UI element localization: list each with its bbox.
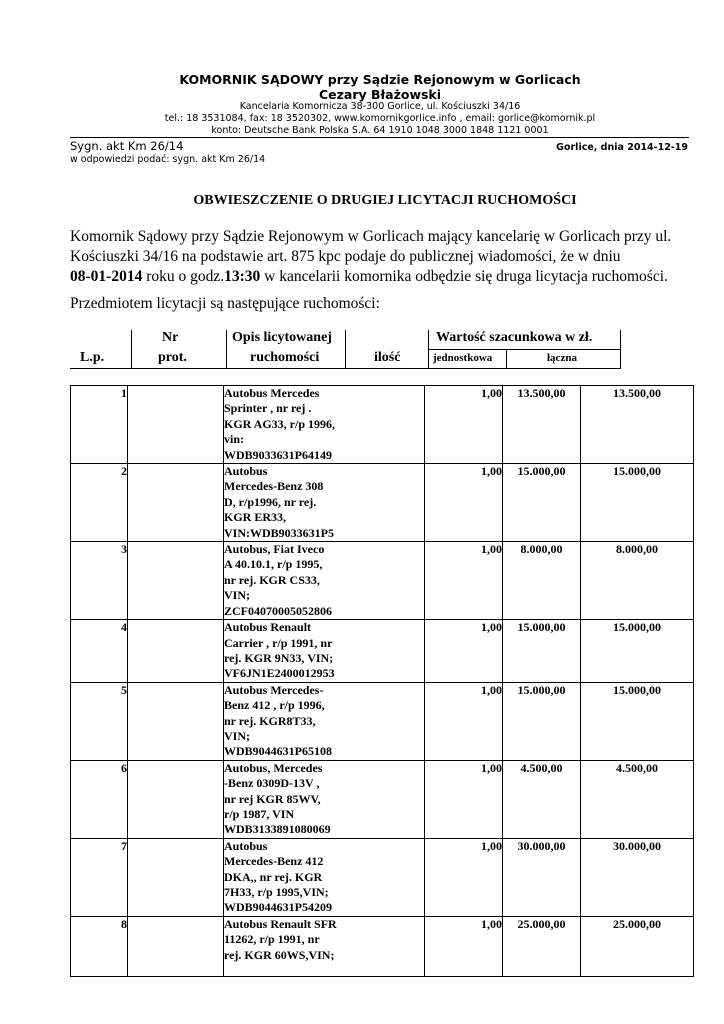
cell-lp: 4 — [71, 620, 128, 683]
col-wartosc: Wartość szacunkowa w zł. — [436, 330, 593, 345]
cell-opis — [224, 838, 425, 916]
opis-line: WDB9033631P64149 — [224, 447, 332, 462]
opis-line: D, r/p1996, nr rej. — [224, 494, 317, 509]
cell-wartosc-jednostkowa: 15.000,00 — [503, 682, 581, 760]
opis-line: KGR ER33, — [224, 510, 287, 525]
opis-line: Autobus Renault — [224, 620, 312, 635]
announcement-paragraph — [70, 227, 690, 287]
cell-wartosc-jednostkowa: 8.000,00 — [503, 542, 581, 620]
cell-opis — [224, 464, 425, 542]
auction-date: 08-01-2014 — [70, 268, 143, 285]
bailiff-name: Cezary Błażowski — [318, 87, 442, 102]
opis-line: Carrier , r/p 1991, nr — [224, 635, 333, 650]
opis-line: Autobus Mercedes- — [224, 682, 324, 697]
opis-line: Mercedes-Benz 412 — [224, 854, 324, 869]
opis-line: nr rej. KGR8T33, — [224, 713, 316, 728]
auction-time: 13:30 — [224, 268, 261, 285]
cell-opis — [224, 620, 425, 683]
opis-line: DKA,, nr rej. KGR — [224, 869, 323, 884]
cell-wartosc-laczna: 15.000,00 — [581, 620, 694, 683]
opis-line: -Benz 0309D-13V , — [224, 776, 320, 791]
cell-ilosc: 1,00 — [425, 464, 503, 542]
opis-line: Autobus — [224, 838, 268, 853]
paragraph-text-mid-2: w kancelarii komornika odbędzie się druga licytacja ruchomości. — [260, 268, 668, 285]
items-table — [70, 385, 694, 977]
document-title: OBWIESZCZENIE O DRUGIEJ LICYTACJI RUCHOMOŚCI — [193, 193, 577, 208]
reply-reference: w odpowiedzi podać: sygn. akt Km 26/14 — [70, 154, 266, 165]
opis-line: vin: — [224, 432, 245, 447]
cell-opis — [224, 542, 425, 620]
cell-opis — [224, 682, 425, 760]
cell-lp: 5 — [71, 682, 128, 760]
opis-line: Mercedes-Benz 308 — [224, 479, 324, 494]
cell-wartosc-laczna: 8.000,00 — [581, 542, 694, 620]
cell-ilosc: 1,00 — [425, 682, 503, 760]
opis-line: nr rej. KGR CS33, — [224, 572, 320, 587]
cell-wartosc-laczna: 25.000,00 — [581, 916, 694, 976]
cell-opis — [224, 386, 425, 464]
cell-ilosc: 1,00 — [425, 386, 503, 464]
cell-nr-prot — [128, 386, 224, 464]
cell-wartosc-laczna: 15.000,00 — [581, 464, 694, 542]
cell-opis — [224, 760, 425, 838]
value-group-rule — [428, 349, 620, 350]
opis-line: ZCF04070005052806 — [224, 603, 332, 618]
opis-line: Autobus — [224, 464, 268, 479]
table-row — [71, 464, 694, 542]
opis-line: Benz 412 , r/p 1996, — [224, 698, 325, 713]
cell-wartosc-jednostkowa: 15.000,00 — [503, 464, 581, 542]
opis-line: Sprinter , nr rej . — [224, 401, 312, 416]
bailiff-office-title: KOMORNIK SĄDOWY przy Sądzie Rejonowym w Gorlicach — [179, 72, 581, 87]
col-jednostkowa: jednostkowa — [433, 352, 493, 364]
opis-line: WDB3133891080069 — [224, 822, 331, 837]
col-opis-bottom: ruchomości — [250, 350, 320, 365]
table-row — [71, 916, 694, 976]
table-row — [71, 838, 694, 916]
header-bottom-rule — [70, 368, 621, 369]
cell-nr-prot — [128, 760, 224, 838]
col-laczna: łączna — [547, 352, 577, 364]
cell-nr-prot — [128, 542, 224, 620]
items-intro: Przedmiotem licytacji są następujące ruchomości: — [70, 295, 380, 312]
opis-line: Autobus Mercedes — [224, 386, 320, 400]
header-divider — [70, 137, 689, 138]
contact-line: tel.: 18 3531084, fax: 18 3520302, www.komornikgorlice.info , email: gorlice@komornik.pl — [164, 113, 596, 124]
case-signature: Sygn. akt Km 26/14 — [70, 139, 184, 153]
cell-lp: 8 — [71, 916, 128, 976]
cell-nr-prot — [128, 682, 224, 760]
col-opis-top: Opis licytowanej — [232, 330, 332, 345]
cell-wartosc-jednostkowa: 15.000,00 — [503, 620, 581, 683]
opis-line: 11262, r/p 1991, nr — [224, 932, 320, 947]
opis-line: nr rej KGR 85WV, — [224, 791, 321, 806]
opis-line: A 40.10.1, r/p 1995, — [224, 557, 323, 572]
paragraph-line-2: Kościuszki 34/16 na podstawie art. 875 kpc podaje do publicznej wiadomości, że w dniu — [70, 248, 621, 265]
paragraph-line-1: Komornik Sądowy przy Sądzie Rejonowym w Gorlicach mający kancelarię w Gorlicach przy ul. — [70, 228, 672, 245]
cell-wartosc-laczna: 15.000,00 — [581, 682, 694, 760]
opis-line: WDB9044631P65108 — [224, 744, 332, 759]
cell-ilosc: 1,00 — [425, 916, 503, 976]
opis-line: Autobus, Fiat Iveco — [224, 542, 325, 557]
opis-line: VF6JN1E2400012953 — [224, 666, 335, 681]
col-lp: L.p. — [80, 350, 105, 365]
cell-wartosc-jednostkowa: 25.000,00 — [503, 916, 581, 976]
opis-line: WDB9044631P54209 — [224, 900, 332, 915]
opis-line: VIN; — [224, 728, 250, 743]
opis-line: rej. KGR 9N33, VIN; — [224, 650, 334, 665]
opis-line: Autobus, Mercedes — [224, 760, 323, 775]
col-ilosc: ilość — [374, 350, 401, 365]
cell-lp: 2 — [71, 464, 128, 542]
opis-line: VIN; — [224, 588, 250, 603]
cell-wartosc-jednostkowa: 30.000,00 — [503, 838, 581, 916]
opis-line: rej. KGR 60WS,VIN; — [224, 947, 335, 962]
cell-wartosc-jednostkowa: 13.500,00 — [503, 386, 581, 464]
table-row — [71, 760, 694, 838]
header-divider-1 — [131, 330, 132, 368]
paragraph-text-mid-1: roku o godz. — [142, 268, 225, 285]
table-row — [71, 620, 694, 683]
cell-nr-prot — [128, 916, 224, 976]
cell-lp: 1 — [71, 386, 128, 464]
opis-line: 7H33, r/p 1995,VIN; — [224, 885, 329, 899]
header-divider-3 — [345, 330, 346, 368]
cell-wartosc-laczna: 13.500,00 — [581, 386, 694, 464]
cell-nr-prot — [128, 464, 224, 542]
cell-lp: 7 — [71, 838, 128, 916]
cell-nr-prot — [128, 838, 224, 916]
col-nr-bottom: prot. — [158, 350, 187, 365]
cell-ilosc: 1,00 — [425, 760, 503, 838]
header-divider-2 — [226, 330, 227, 368]
opis-line: KGR AG33, r/p 1996, — [224, 416, 336, 431]
cell-wartosc-laczna: 4.500,00 — [581, 760, 694, 838]
cell-nr-prot — [128, 620, 224, 683]
table-row — [71, 386, 694, 464]
cell-lp: 3 — [71, 542, 128, 620]
opis-line: Autobus Renault SFR — [224, 916, 337, 931]
office-address: Kancelaria Komornicza 38-300 Gorlice, ul. Kościuszki 34/16 — [239, 101, 521, 112]
document-date: Gorlice, dnia 2014-12-19 — [556, 142, 688, 153]
cell-wartosc-jednostkowa: 4.500,00 — [503, 760, 581, 838]
col-nr-top: Nr — [162, 330, 179, 345]
cell-lp: 6 — [71, 760, 128, 838]
cell-opis — [224, 916, 425, 976]
cell-ilosc: 1,00 — [425, 542, 503, 620]
table-row — [71, 682, 694, 760]
cell-ilosc: 1,00 — [425, 620, 503, 683]
table-row — [71, 542, 694, 620]
header-divider-5 — [620, 330, 621, 368]
paragraph-line-3 — [70, 267, 690, 287]
opis-line: VIN:WDB9033631P5 — [224, 525, 334, 540]
bank-account: konto: Deutsche Bank Polska S.A. 64 1910 1048 3000 1848 1121 0001 — [211, 125, 549, 136]
cell-ilosc: 1,00 — [425, 838, 503, 916]
opis-line: r/p 1987, VIN — [224, 806, 295, 821]
cell-wartosc-laczna: 30.000,00 — [581, 838, 694, 916]
value-subdivider — [506, 349, 507, 368]
